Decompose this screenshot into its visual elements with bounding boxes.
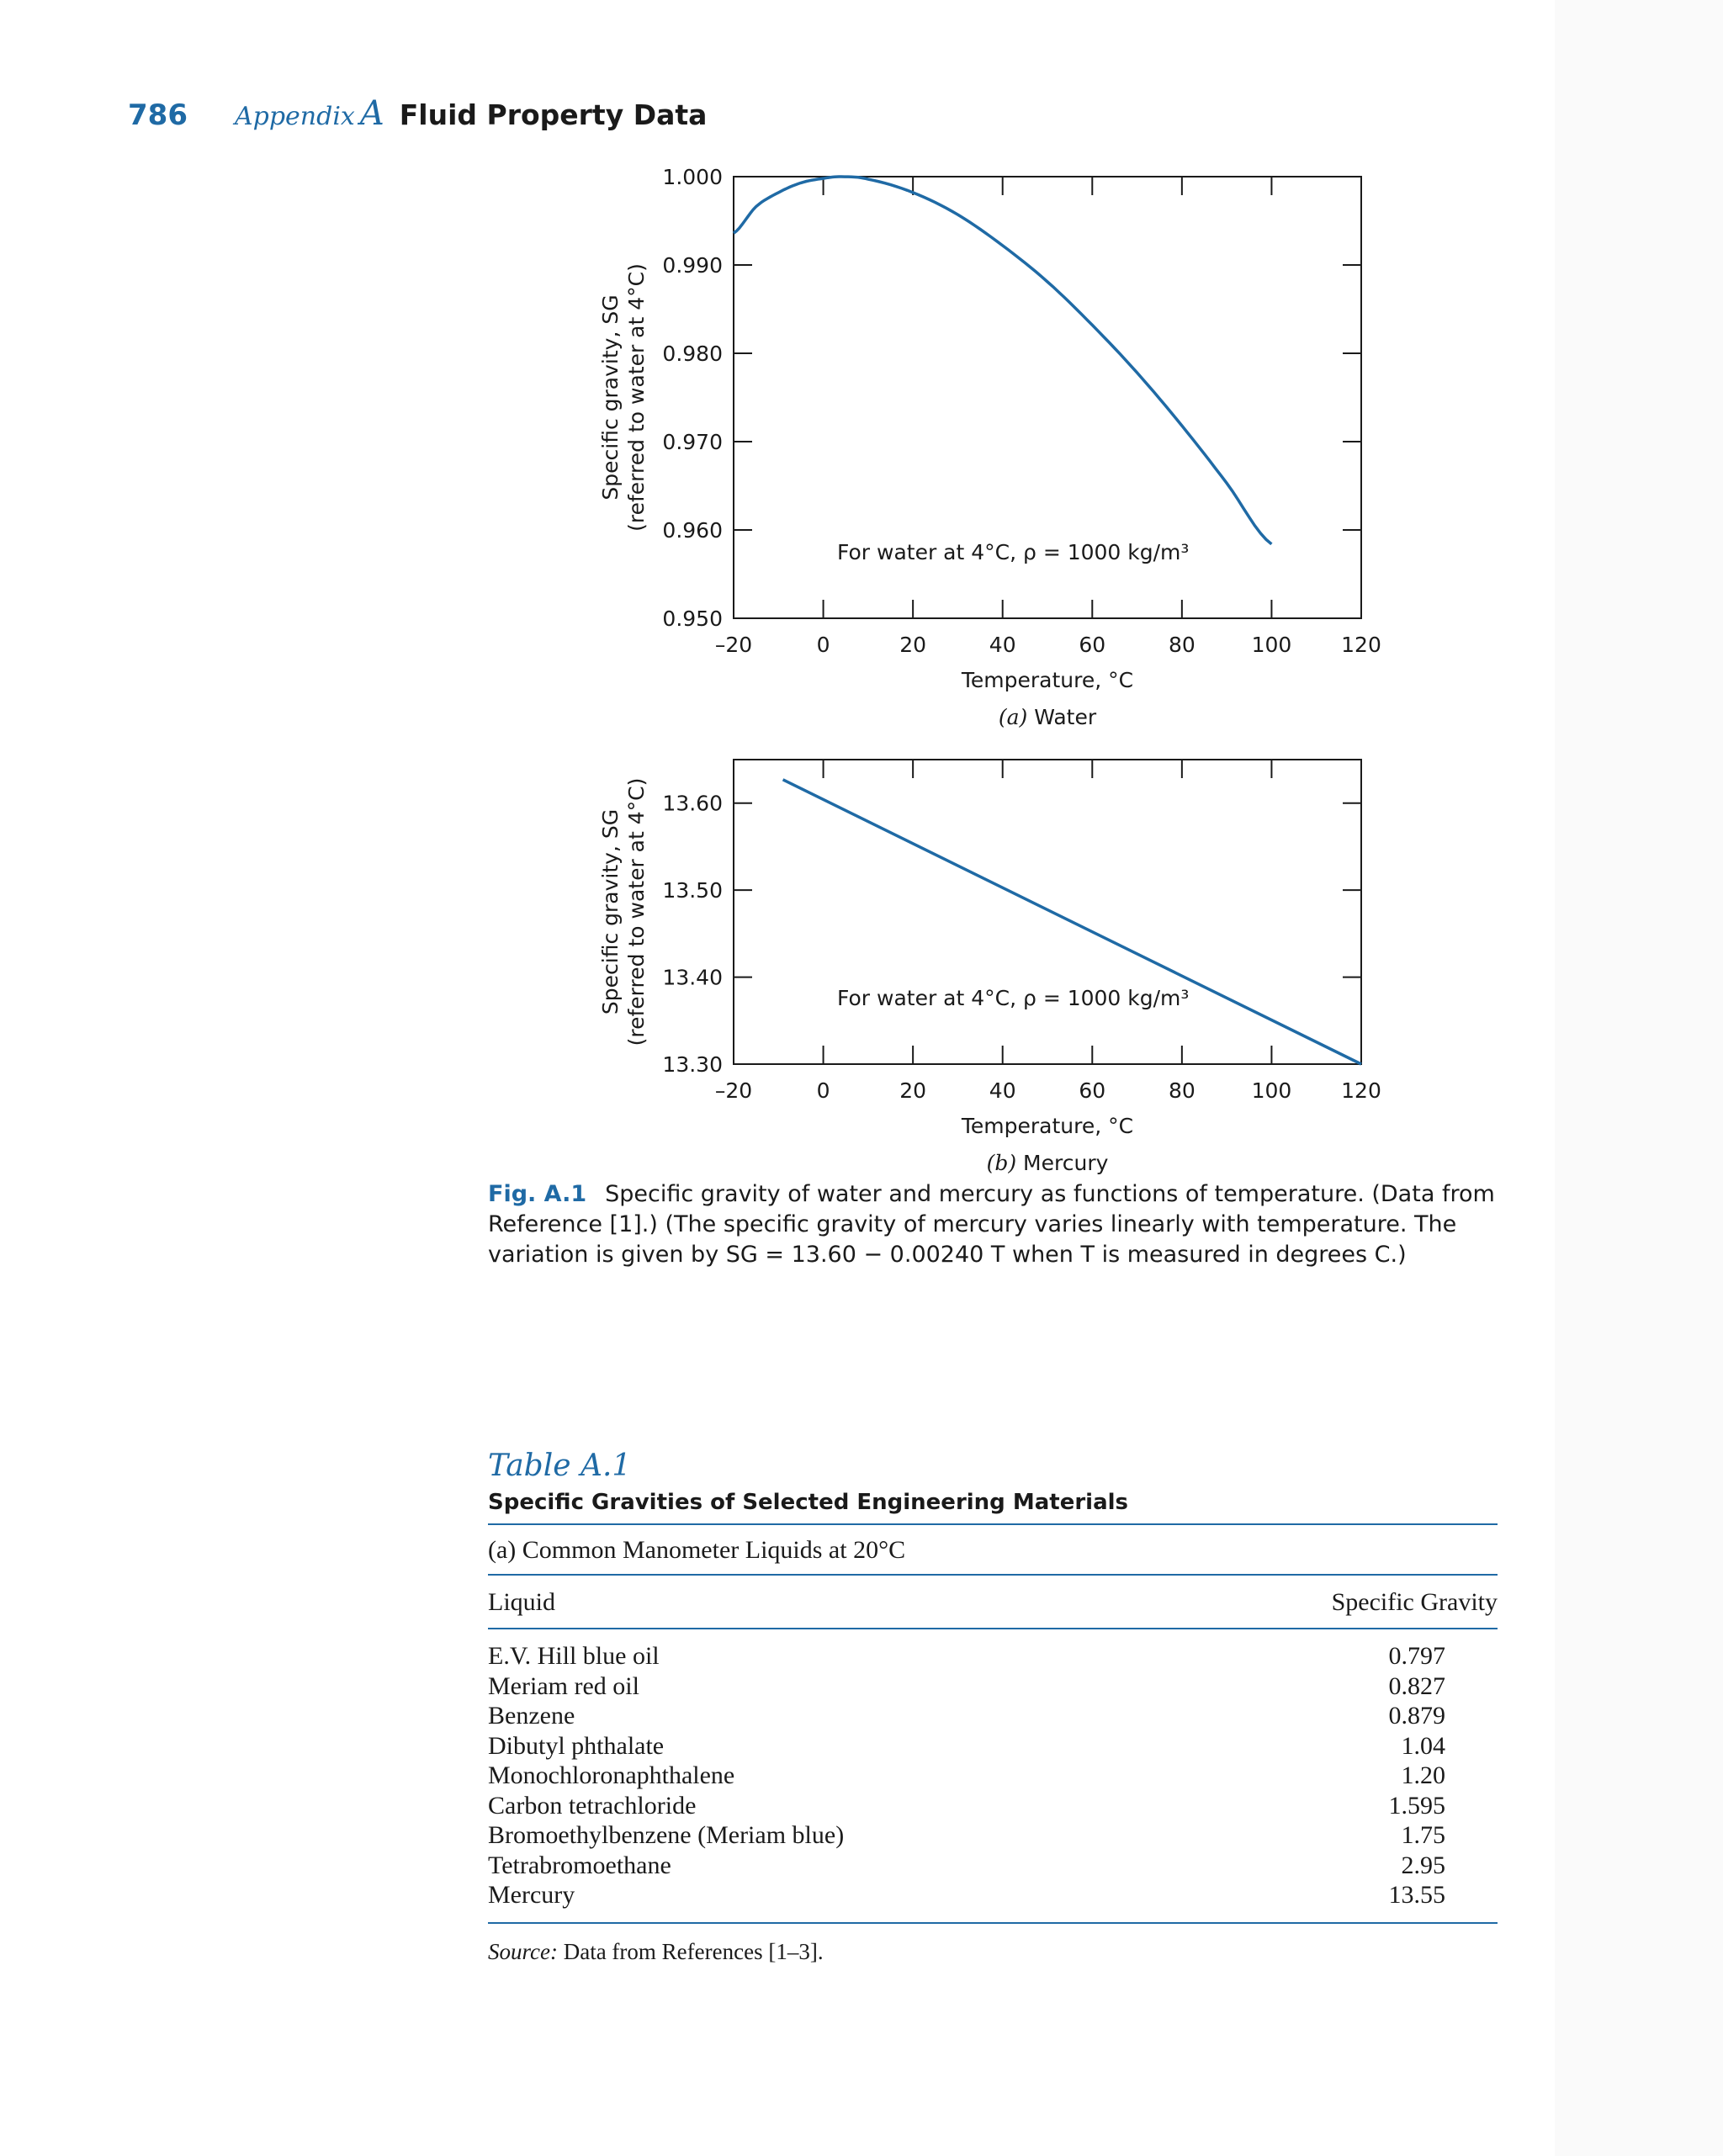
- chart-water-y-axis-label-line2: (referred to water at 4°C): [624, 263, 649, 532]
- table-header-row: [488, 1576, 1498, 1629]
- chart-water-x-tick-label: 0: [816, 633, 830, 657]
- chart-water-y-tick-label: 0.990: [662, 253, 723, 278]
- chart-water-y-tick-label: 0.980: [662, 342, 723, 366]
- table-row: [488, 1880, 1498, 1910]
- chart-mercury-y-axis-label-line2: (referred to water at 4°C): [624, 777, 649, 1046]
- chart-water-y-tick-label: 0.960: [662, 518, 723, 543]
- chart-water-x-tick-label: 80: [1168, 633, 1195, 657]
- table-title: Specific Gravities of Selected Engineering Materials: [488, 1490, 1498, 1525]
- chart-water-y-tick-label: 1.000: [662, 165, 723, 189]
- chart-mercury-y-tick-label: 13.40: [662, 965, 723, 990]
- specific-gravity-value: 2.95: [1401, 1851, 1445, 1879]
- chart-water-y-tick-label: 0.970: [662, 430, 723, 454]
- liquid-name: Meriam red oil: [488, 1671, 639, 1700]
- chart-mercury-x-tick-label: 60: [1079, 1078, 1106, 1103]
- table-section-heading: (a) Common Manometer Liquids at 20°C: [488, 1525, 1498, 1576]
- source-label: Source:: [488, 1938, 558, 1964]
- chart-mercury-x-tick-label: 120: [1341, 1078, 1381, 1103]
- specific-gravity-value: 1.75: [1401, 1821, 1445, 1849]
- chart-mercury-subtitle-name: Mercury: [1016, 1151, 1109, 1175]
- chart-mercury-x-tick-label: 40: [989, 1078, 1016, 1103]
- chart-mercury-series-line: [783, 780, 1361, 1064]
- chart-mercury-y-tick-label: 13.50: [662, 878, 723, 903]
- chart-water-annotation: For water at 4°C, ρ = 1000 kg/m³: [837, 540, 1190, 564]
- table-row: [488, 1641, 1498, 1671]
- liquid-name: Bromoethylbenzene (Meriam blue): [488, 1821, 845, 1849]
- page-number: 786: [128, 98, 188, 132]
- figure-caption-text: Specific gravity of water and mercury as functions of temperature. (Data from Reference [1].) (The specific gravity of mercury varies linearly with temperature. The variation is given by SG = 13.60 − 0.00240 T when T is measured in degrees C.): [488, 1181, 1495, 1268]
- appendix-word: Appendix: [234, 102, 355, 131]
- chart-water-y-axis-label-line1: Specific gravity, SG: [598, 294, 623, 501]
- liquid-name: Mercury: [488, 1881, 575, 1909]
- specific-gravity-value: 0.879: [1388, 1702, 1445, 1730]
- chart-water-x-tick-label: 100: [1251, 633, 1292, 657]
- column-header-specific-gravity: Specific Gravity: [1331, 1588, 1498, 1616]
- specific-gravity-value: 13.55: [1388, 1881, 1445, 1909]
- figure-label: Fig. A.1: [488, 1181, 587, 1207]
- chart-water-x-tick-label: 60: [1079, 633, 1106, 657]
- liquid-name: Carbon tetrachloride: [488, 1791, 697, 1820]
- chart-mercury-x-tick-label: 0: [816, 1078, 830, 1103]
- source-text: Data from References [1–3].: [563, 1938, 824, 1964]
- chart-mercury-x-axis-label: Temperature, °C: [961, 1114, 1134, 1138]
- table-row: [488, 1851, 1498, 1881]
- column-header-liquid: Liquid: [488, 1588, 555, 1616]
- chart-mercury-x-tick-label: 80: [1168, 1078, 1195, 1103]
- chart-mercury-x-tick-label: –20: [714, 1078, 753, 1103]
- specific-gravity-value: 0.827: [1388, 1671, 1445, 1700]
- table-row: [488, 1820, 1498, 1851]
- chart-water-x-tick-label: 20: [899, 633, 927, 657]
- liquid-name: Dibutyl phthalate: [488, 1731, 665, 1760]
- table-row: [488, 1791, 1498, 1821]
- specific-gravity-value: 1.04: [1401, 1731, 1445, 1760]
- liquid-name: Tetrabromoethane: [488, 1851, 671, 1879]
- table-label: Table A.1: [488, 1449, 632, 1483]
- figure-caption: [488, 1179, 1498, 1270]
- chart-mercury-y-tick-label: 13.30: [662, 1052, 723, 1077]
- liquid-name: E.V. Hill blue oil: [488, 1642, 660, 1670]
- chart-mercury-x-tick-label: 20: [899, 1078, 927, 1103]
- chart-mercury-y-axis-label-line1: Specific gravity, SG: [598, 808, 623, 1015]
- specific-gravity-value: 1.595: [1388, 1791, 1445, 1820]
- chart-water-subtitle-prefix: (a): [998, 705, 1028, 729]
- liquid-name: Benzene: [488, 1702, 575, 1730]
- liquid-name: Monochloronaphthalene: [488, 1761, 735, 1789]
- chart-water-x-tick-label: 120: [1341, 633, 1381, 657]
- chart-mercury-subtitle: [987, 1151, 1109, 1175]
- chart-water-x-tick-label: –20: [714, 633, 753, 657]
- table-row: [488, 1701, 1498, 1731]
- specific-gravity-value: 1.20: [1401, 1761, 1445, 1789]
- table-row: [488, 1761, 1498, 1791]
- chart-water-x-axis-label: Temperature, °C: [961, 668, 1134, 692]
- chart-water-subtitle-name: Water: [1027, 705, 1097, 729]
- table-body: [488, 1629, 1498, 1924]
- chart-mercury-subtitle-prefix: (b): [986, 1151, 1017, 1175]
- chapter-title: Fluid Property Data: [399, 98, 708, 131]
- table-a1: [488, 1449, 1498, 1965]
- chart-water-x-tick-label: 40: [989, 633, 1016, 657]
- specific-gravity-value: 0.797: [1388, 1642, 1445, 1670]
- chart-water-series-line: [734, 177, 1271, 544]
- table-source: [488, 1939, 1498, 1965]
- table-row: [488, 1731, 1498, 1761]
- appendix-letter: A: [359, 94, 384, 133]
- chart-water-y-tick-label: 0.950: [662, 607, 723, 631]
- chart-mercury-y-tick-label: 13.60: [662, 791, 723, 816]
- chart-water-subtitle: [999, 705, 1097, 729]
- table-row: [488, 1671, 1498, 1702]
- chart-mercury-x-tick-label: 100: [1251, 1078, 1292, 1103]
- chart-mercury-annotation: For water at 4°C, ρ = 1000 kg/m³: [837, 986, 1190, 1010]
